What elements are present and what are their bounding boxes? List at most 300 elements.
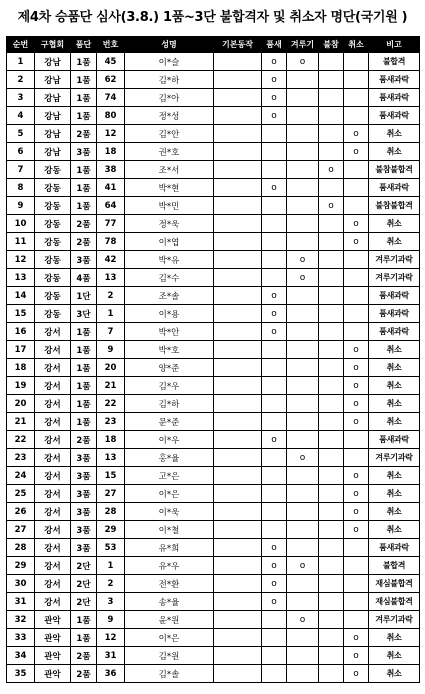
cell-number: 18: [97, 143, 125, 161]
cell-number: 64: [97, 197, 125, 215]
cell-cancel: o: [344, 503, 369, 521]
cell-name: 이*슬: [125, 53, 214, 71]
cell-number: 12: [97, 629, 125, 647]
cell-region: 강남: [35, 71, 71, 89]
cell-sparring: [287, 467, 319, 485]
cell-name: 문*준: [125, 413, 214, 431]
cell-remarks: 불합격: [369, 557, 420, 575]
cell-cancel: o: [344, 521, 369, 539]
cell-remarks: 불참불합격: [369, 197, 420, 215]
table-row: [7, 629, 420, 647]
table-row: [7, 143, 420, 161]
cell-region: 강동: [35, 197, 71, 215]
column-header-cancel: 취소: [344, 37, 369, 53]
cell-basic-motion: [214, 323, 262, 341]
cell-remarks: 품새과락: [369, 539, 420, 557]
cell-cancel: o: [344, 413, 369, 431]
table-row: [7, 53, 420, 71]
cell-number: 77: [97, 215, 125, 233]
cell-number: 22: [97, 395, 125, 413]
cell-sparring: [287, 341, 319, 359]
cell-rank: 2품: [71, 125, 97, 143]
cell-poomsae: [262, 161, 287, 179]
cell-poomsae: o: [262, 89, 287, 107]
cell-rank: 3품: [71, 251, 97, 269]
cell-absent: [319, 485, 344, 503]
cell-name: 양*준: [125, 359, 214, 377]
cell-cancel: [344, 557, 369, 575]
cell-sparring: [287, 413, 319, 431]
cell-number: 13: [97, 269, 125, 287]
cell-seq: 15: [7, 305, 35, 323]
cell-sparring: [287, 629, 319, 647]
cell-number: 28: [97, 503, 125, 521]
table-row: [7, 449, 420, 467]
table-row: [7, 71, 420, 89]
cell-absent: [319, 125, 344, 143]
cell-absent: [319, 557, 344, 575]
cell-name: 홍*율: [125, 449, 214, 467]
cell-remarks: 품새과락: [369, 179, 420, 197]
cell-seq: 28: [7, 539, 35, 557]
cell-absent: o: [319, 161, 344, 179]
table-body: [7, 53, 420, 683]
cell-seq: 11: [7, 233, 35, 251]
cell-poomsae: [262, 467, 287, 485]
cell-region: 강서: [35, 413, 71, 431]
cell-seq: 33: [7, 629, 35, 647]
cell-name: 김*솔: [125, 665, 214, 683]
cell-seq: 10: [7, 215, 35, 233]
cell-poomsae: o: [262, 431, 287, 449]
cell-rank: 2단: [71, 575, 97, 593]
cell-absent: [319, 467, 344, 485]
cell-rank: 1품: [71, 629, 97, 647]
cell-seq: 19: [7, 377, 35, 395]
cell-poomsae: [262, 647, 287, 665]
cell-poomsae: o: [262, 107, 287, 125]
cell-rank: 1품: [71, 197, 97, 215]
cell-region: 강서: [35, 395, 71, 413]
cell-absent: [319, 521, 344, 539]
cell-name: 윤*원: [125, 611, 214, 629]
cell-sparring: o: [287, 269, 319, 287]
cell-sparring: [287, 197, 319, 215]
cell-remarks: 취소: [369, 521, 420, 539]
cell-seq: 22: [7, 431, 35, 449]
cell-absent: [319, 593, 344, 611]
cell-cancel: [344, 593, 369, 611]
cell-name: 이*철: [125, 521, 214, 539]
cell-name: 박*호: [125, 341, 214, 359]
cell-basic-motion: [214, 593, 262, 611]
cell-name: 이*우: [125, 431, 214, 449]
table-row: [7, 665, 420, 683]
cell-rank: 3품: [71, 449, 97, 467]
cell-remarks: 재심불합격: [369, 593, 420, 611]
table-row: [7, 359, 420, 377]
cell-sparring: [287, 107, 319, 125]
cell-basic-motion: [214, 53, 262, 71]
cell-name: 김*안: [125, 125, 214, 143]
cell-rank: 4품: [71, 269, 97, 287]
cell-region: 강남: [35, 143, 71, 161]
cell-region: 강동: [35, 215, 71, 233]
cell-cancel: [344, 107, 369, 125]
cell-region: 강서: [35, 323, 71, 341]
cell-region: 관악: [35, 665, 71, 683]
cell-poomsae: [262, 413, 287, 431]
cell-name: 박*민: [125, 197, 214, 215]
cell-name: 박*현: [125, 179, 214, 197]
cell-absent: [319, 179, 344, 197]
cell-sparring: [287, 71, 319, 89]
cell-absent: o: [319, 197, 344, 215]
cell-sparring: [287, 521, 319, 539]
cell-basic-motion: [214, 611, 262, 629]
cell-region: 관악: [35, 611, 71, 629]
cell-seq: 16: [7, 323, 35, 341]
cell-poomsae: o: [262, 557, 287, 575]
table-row: [7, 161, 420, 179]
cell-remarks: 취소: [369, 665, 420, 683]
cell-sparring: [287, 323, 319, 341]
cell-sparring: o: [287, 557, 319, 575]
cell-seq: 27: [7, 521, 35, 539]
cell-rank: 2품: [71, 233, 97, 251]
cell-basic-motion: [214, 251, 262, 269]
cell-basic-motion: [214, 305, 262, 323]
cell-region: 강서: [35, 341, 71, 359]
cell-sparring: [287, 233, 319, 251]
cell-number: 12: [97, 125, 125, 143]
cell-region: 강서: [35, 377, 71, 395]
cell-cancel: o: [344, 485, 369, 503]
cell-rank: 1품: [71, 611, 97, 629]
cell-absent: [319, 233, 344, 251]
cell-sparring: o: [287, 611, 319, 629]
table-row: [7, 611, 420, 629]
cell-basic-motion: [214, 197, 262, 215]
cell-name: 김*하: [125, 395, 214, 413]
cell-remarks: 품새과락: [369, 89, 420, 107]
cell-region: 강남: [35, 53, 71, 71]
cell-basic-motion: [214, 431, 262, 449]
cell-name: 이*엽: [125, 233, 214, 251]
cell-sparring: [287, 431, 319, 449]
cell-seq: 29: [7, 557, 35, 575]
cell-remarks: 취소: [369, 359, 420, 377]
cell-remarks: 품새과락: [369, 431, 420, 449]
cell-region: 강동: [35, 161, 71, 179]
cell-region: 강남: [35, 125, 71, 143]
cell-cancel: [344, 431, 369, 449]
cell-cancel: [344, 179, 369, 197]
cell-poomsae: [262, 485, 287, 503]
cell-poomsae: [262, 503, 287, 521]
cell-basic-motion: [214, 503, 262, 521]
cell-poomsae: o: [262, 71, 287, 89]
cell-rank: 2품: [71, 665, 97, 683]
cell-seq: 26: [7, 503, 35, 521]
table-row: [7, 89, 420, 107]
column-header-poomsae: 품새: [262, 37, 287, 53]
table-row: [7, 197, 420, 215]
table-row: [7, 593, 420, 611]
cell-remarks: 품새과락: [369, 323, 420, 341]
table-row: [7, 107, 420, 125]
cell-poomsae: o: [262, 305, 287, 323]
cell-basic-motion: [214, 161, 262, 179]
column-header-sparring: 겨루기: [287, 37, 319, 53]
cell-name: 고*은: [125, 467, 214, 485]
cell-seq: 30: [7, 575, 35, 593]
cell-rank: 1품: [71, 395, 97, 413]
cell-poomsae: [262, 125, 287, 143]
cell-basic-motion: [214, 557, 262, 575]
cell-name: 권*호: [125, 143, 214, 161]
cell-region: 관악: [35, 629, 71, 647]
cell-sparring: [287, 179, 319, 197]
cell-number: 9: [97, 611, 125, 629]
cell-rank: 3품: [71, 539, 97, 557]
cell-sparring: [287, 125, 319, 143]
cell-sparring: [287, 287, 319, 305]
cell-sparring: [287, 503, 319, 521]
cell-name: 김*하: [125, 71, 214, 89]
cell-seq: 3: [7, 89, 35, 107]
cell-remarks: 품새과락: [369, 287, 420, 305]
cell-rank: 1품: [71, 89, 97, 107]
cell-remarks: 취소: [369, 647, 420, 665]
cell-poomsae: [262, 143, 287, 161]
cell-cancel: [344, 269, 369, 287]
page-title: 제4차 승품단 심사(3.8.) 1품~3단 불합격자 및 취소자 명단(국기원 ): [17, 10, 408, 25]
column-header-name: 성명: [125, 37, 214, 53]
cell-number: 20: [97, 359, 125, 377]
cell-rank: 1품: [71, 53, 97, 71]
cell-remarks: 취소: [369, 125, 420, 143]
cell-basic-motion: [214, 233, 262, 251]
table-row: [7, 233, 420, 251]
cell-region: 강서: [35, 539, 71, 557]
cell-remarks: 겨루기과락: [369, 611, 420, 629]
cell-seq: 14: [7, 287, 35, 305]
cell-absent: [319, 503, 344, 521]
results-table: [6, 36, 420, 683]
table-row: [7, 395, 420, 413]
cell-rank: 1단: [71, 287, 97, 305]
cell-poomsae: [262, 215, 287, 233]
cell-seq: 2: [7, 71, 35, 89]
cell-cancel: [344, 251, 369, 269]
cell-remarks: 재심불합격: [369, 575, 420, 593]
cell-rank: 1품: [71, 161, 97, 179]
cell-cancel: [344, 197, 369, 215]
cell-rank: 3품: [71, 521, 97, 539]
cell-region: 강서: [35, 575, 71, 593]
cell-remarks: 취소: [369, 233, 420, 251]
cell-basic-motion: [214, 521, 262, 539]
cell-absent: [319, 323, 344, 341]
cell-poomsae: [262, 665, 287, 683]
cell-sparring: [287, 395, 319, 413]
cell-poomsae: [262, 251, 287, 269]
cell-poomsae: [262, 521, 287, 539]
cell-remarks: 취소: [369, 215, 420, 233]
cell-region: 강남: [35, 107, 71, 125]
cell-basic-motion: [214, 665, 262, 683]
cell-basic-motion: [214, 467, 262, 485]
table-row: [7, 323, 420, 341]
cell-absent: [319, 305, 344, 323]
cell-basic-motion: [214, 413, 262, 431]
cell-number: 78: [97, 233, 125, 251]
cell-seq: 34: [7, 647, 35, 665]
cell-cancel: o: [344, 647, 369, 665]
cell-sparring: o: [287, 251, 319, 269]
cell-absent: [319, 539, 344, 557]
cell-poomsae: o: [262, 575, 287, 593]
cell-region: 강서: [35, 521, 71, 539]
cell-name: 김*수: [125, 269, 214, 287]
table-row: [7, 485, 420, 503]
cell-absent: [319, 413, 344, 431]
cell-absent: [319, 629, 344, 647]
table-row: [7, 575, 420, 593]
cell-seq: 20: [7, 395, 35, 413]
cell-basic-motion: [214, 269, 262, 287]
table-row: [7, 251, 420, 269]
cell-cancel: [344, 305, 369, 323]
cell-remarks: 불합격: [369, 53, 420, 71]
cell-poomsae: [262, 377, 287, 395]
cell-poomsae: [262, 359, 287, 377]
cell-poomsae: [262, 629, 287, 647]
cell-number: 3: [97, 593, 125, 611]
table-row: [7, 521, 420, 539]
cell-basic-motion: [214, 107, 262, 125]
cell-basic-motion: [214, 341, 262, 359]
cell-remarks: 겨루기과락: [369, 269, 420, 287]
cell-sparring: [287, 485, 319, 503]
cell-seq: 4: [7, 107, 35, 125]
cell-rank: 3품: [71, 467, 97, 485]
cell-poomsae: [262, 611, 287, 629]
cell-region: 강서: [35, 485, 71, 503]
cell-sparring: [287, 359, 319, 377]
table-row: [7, 539, 420, 557]
cell-cancel: o: [344, 233, 369, 251]
cell-rank: 3품: [71, 503, 97, 521]
cell-number: 36: [97, 665, 125, 683]
table-row: [7, 647, 420, 665]
cell-poomsae: o: [262, 593, 287, 611]
cell-absent: [319, 431, 344, 449]
cell-seq: 25: [7, 485, 35, 503]
cell-number: 42: [97, 251, 125, 269]
cell-absent: [319, 395, 344, 413]
cell-cancel: [344, 449, 369, 467]
table-row: [7, 377, 420, 395]
cell-absent: [319, 71, 344, 89]
cell-cancel: [344, 575, 369, 593]
table-row: [7, 557, 420, 575]
cell-number: 41: [97, 179, 125, 197]
cell-sparring: [287, 143, 319, 161]
column-header-remarks: 비고: [369, 37, 420, 53]
cell-absent: [319, 89, 344, 107]
cell-number: 9: [97, 341, 125, 359]
cell-basic-motion: [214, 629, 262, 647]
cell-absent: [319, 269, 344, 287]
cell-cancel: o: [344, 359, 369, 377]
cell-region: 강서: [35, 557, 71, 575]
cell-absent: [319, 377, 344, 395]
cell-absent: [319, 287, 344, 305]
cell-absent: [319, 53, 344, 71]
cell-name: 이*용: [125, 305, 214, 323]
cell-remarks: 취소: [369, 629, 420, 647]
cell-seq: 32: [7, 611, 35, 629]
cell-name: 송*율: [125, 593, 214, 611]
table-row: [7, 215, 420, 233]
cell-number: 2: [97, 287, 125, 305]
cell-region: 강동: [35, 287, 71, 305]
cell-rank: 1품: [71, 341, 97, 359]
cell-cancel: [344, 161, 369, 179]
cell-basic-motion: [214, 485, 262, 503]
cell-seq: 5: [7, 125, 35, 143]
cell-poomsae: o: [262, 179, 287, 197]
cell-name: 정*성: [125, 107, 214, 125]
cell-remarks: 품새과락: [369, 107, 420, 125]
cell-name: 유*희: [125, 539, 214, 557]
cell-number: 21: [97, 377, 125, 395]
cell-seq: 31: [7, 593, 35, 611]
cell-cancel: o: [344, 125, 369, 143]
cell-remarks: 불참불합격: [369, 161, 420, 179]
cell-number: 13: [97, 449, 125, 467]
column-header-rank: 품단: [71, 37, 97, 53]
cell-number: 1: [97, 305, 125, 323]
cell-basic-motion: [214, 647, 262, 665]
cell-absent: [319, 143, 344, 161]
cell-number: 2: [97, 575, 125, 593]
table-header-row: [7, 37, 420, 53]
cell-sparring: [287, 647, 319, 665]
cell-basic-motion: [214, 179, 262, 197]
cell-number: 45: [97, 53, 125, 71]
cell-number: 29: [97, 521, 125, 539]
cell-rank: 1품: [71, 179, 97, 197]
cell-remarks: 취소: [369, 413, 420, 431]
cell-seq: 21: [7, 413, 35, 431]
cell-seq: 8: [7, 179, 35, 197]
cell-cancel: o: [344, 665, 369, 683]
cell-number: 23: [97, 413, 125, 431]
table-row: [7, 467, 420, 485]
cell-sparring: [287, 161, 319, 179]
cell-rank: 2단: [71, 593, 97, 611]
table-row: [7, 431, 420, 449]
cell-basic-motion: [214, 287, 262, 305]
cell-sparring: [287, 665, 319, 683]
table-row: [7, 125, 420, 143]
cell-rank: 1품: [71, 323, 97, 341]
cell-name: 김*아: [125, 89, 214, 107]
cell-seq: 23: [7, 449, 35, 467]
